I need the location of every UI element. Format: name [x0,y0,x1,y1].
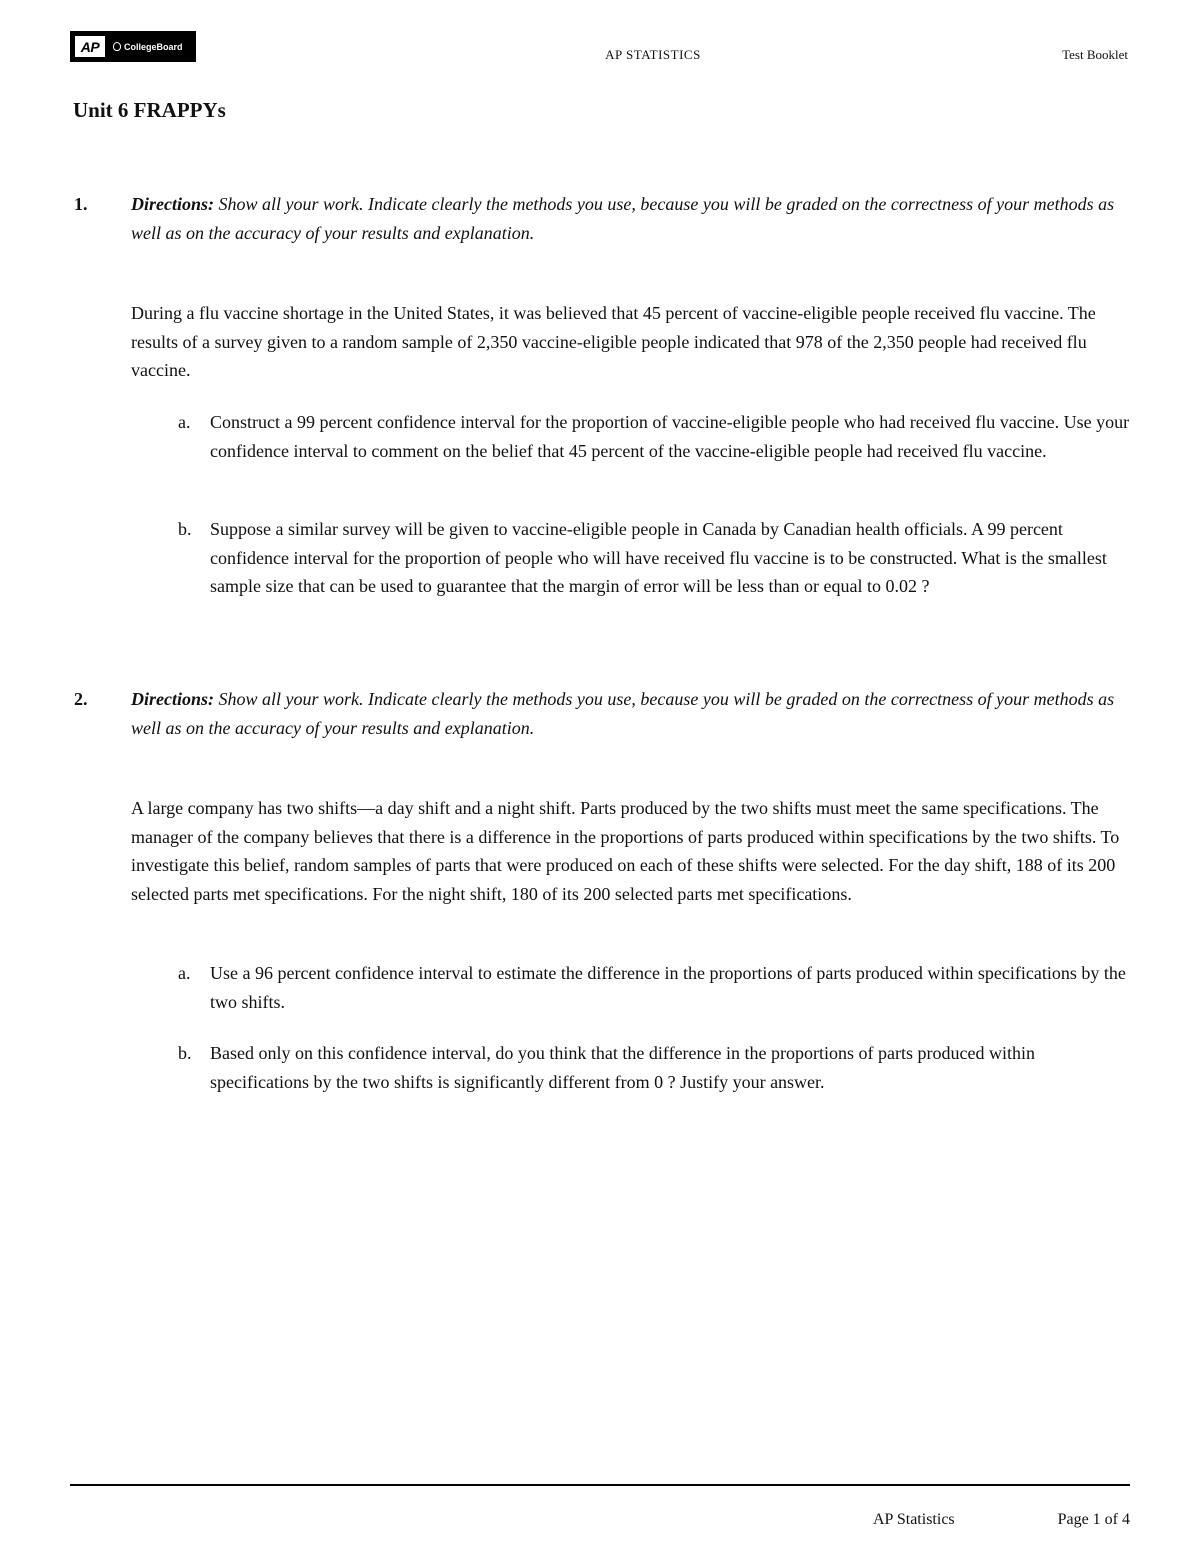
question-2-directions [131,685,1121,742]
question-1-part-b-text: Suppose a similar survey will be given to vaccine-eligible people in Canada by Canadian health officials. A 99 percent confidence interval for the proportion of people who will have received flu vaccine is to be constructed. What is the smallest sample size that can be used to guarantee that the margin of error will be less than or equal to 0.02 ? [210,519,1107,596]
header-title: AP STATISTICS [605,47,701,62]
question-2-stem: A large company has two shifts—a day shift and a night shift. Parts produced by the two shifts must meet the same specifications. The manager of the company believes that there is a difference in the proportions of parts produced within specifications by the two shifts. To investigate this belief, random samples of parts that were produced on each of these shifts were selected. For the day shift, 188 of its 200 selected parts met specifications. For the night shift, 180 of its 200 selected parts met specifications. [131,798,1120,904]
question-1-part-a-text: Construct a 99 percent confidence interval for the proportion of vaccine-eligible people who had received flu vaccine. Use your confidence interval to comment on the belief that 45 percent of the vaccine-eligible people had received flu vaccine. [210,412,1130,461]
footer-divider [70,1484,1130,1486]
page-title: Unit 6 FRAPPYs [73,98,226,122]
question-2-directions-text: Show all your work. Indicate clearly the methods you use, because you will be graded on the correctness of your methods as well as on the accuracy of your results and explanation. [131,689,1115,738]
question-1-number: 1. [74,194,88,214]
question-1-directions-text: Show all your work. Indicate clearly the methods you use, because you will be graded on the correctness of your methods as well as on the accuracy of your results and explanation. [131,194,1115,243]
question-1-directions [131,190,1121,247]
question-1-part-b-letter: b. [178,519,192,539]
question-2-part-b-letter: b. [178,1043,192,1063]
question-1-part-a-letter: a. [178,412,191,432]
question-2-part-b-text: Based only on this confidence interval, do you think that the difference in the proportions of parts produced within specifications by the two shifts is significantly different from 0 ? Justify your answer. [210,1043,1035,1092]
question-2-number: 2. [74,689,88,709]
header-booklet-label: Test Booklet [1062,47,1128,62]
footer-page-number: Page 1 of 4 [1057,1511,1130,1528]
question-2-part-a-letter: a. [178,963,191,983]
footer-course-label: AP Statistics [873,1511,955,1528]
question-1-directions-label: Directions: [131,194,214,214]
question-2-directions-label: Directions: [131,689,214,709]
collegeboard-text: CollegeBoard [124,41,183,52]
question-2-part-a-text: Use a 96 percent confidence interval to estimate the difference in the proportions of parts produced within specifications by the two shifts. [210,963,1126,1012]
question-1-stem: During a flu vaccine shortage in the United States, it was believed that 45 percent of vaccine-eligible people received flu vaccine. The results of a survey given to a random sample of 2,350 vaccine-eligible people indicated that 978 of the 2,350 people had received flu vaccine. [131,303,1096,380]
ap-logo-mark: AP [75,36,105,57]
